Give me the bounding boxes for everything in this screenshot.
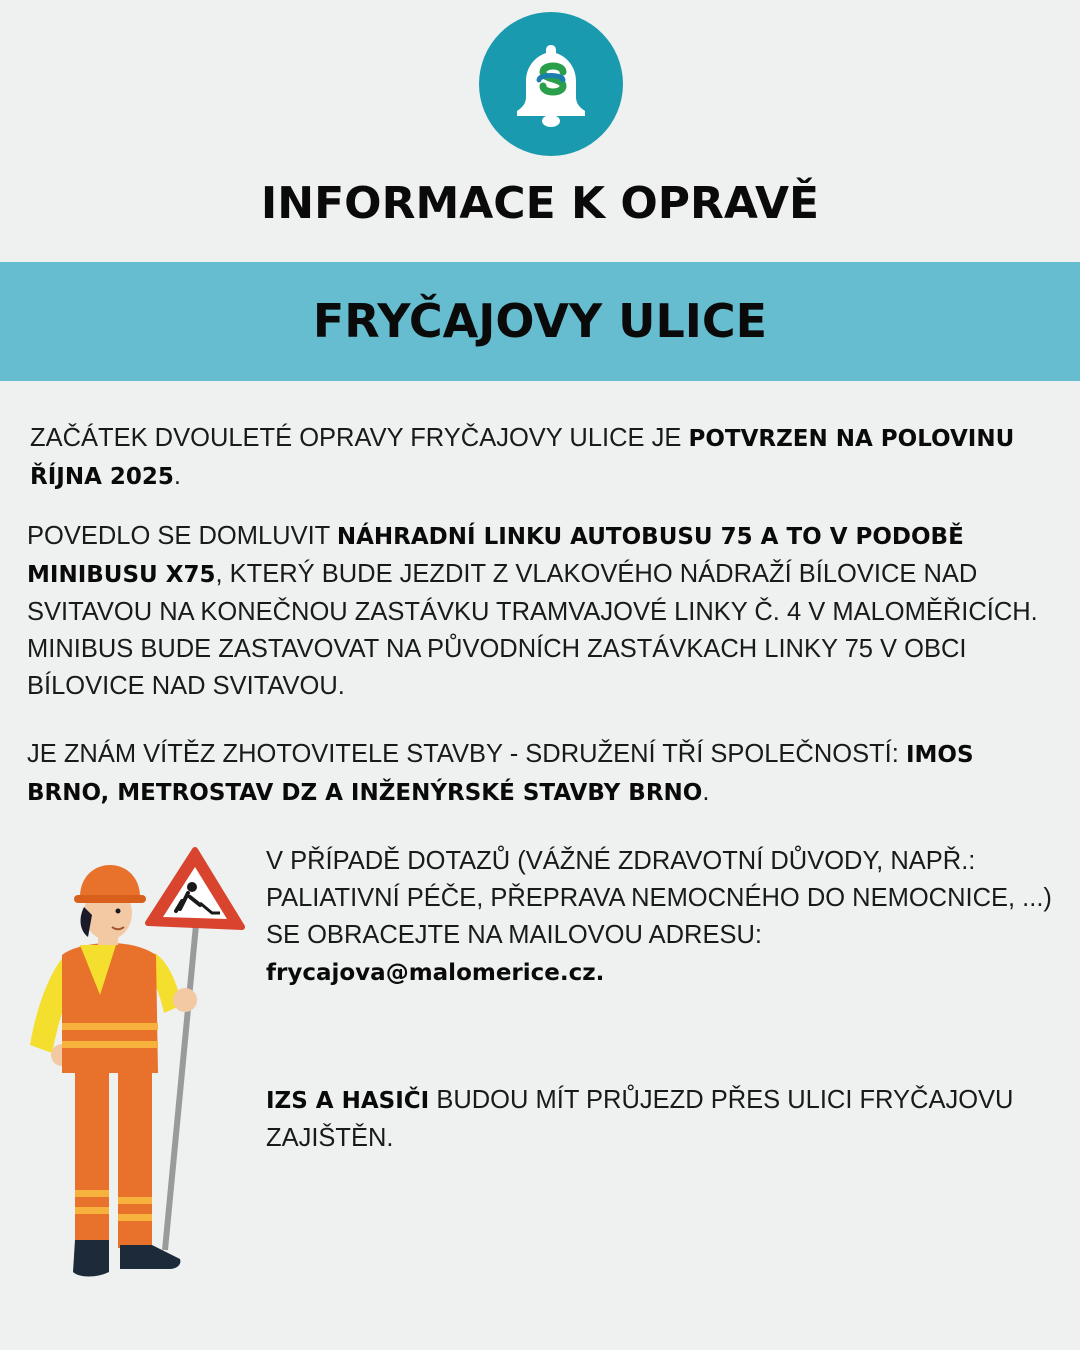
paragraph-text: POVEDLO SE DOMLUVIT bbox=[27, 522, 337, 550]
paragraph-text: V PŘÍPADĚ DOTAZŮ (VÁŽNÉ ZDRAVOTNÍ DŮVODY, NAPŘ.: PALIATIVNÍ PÉČE, PŘEPRAVA NEMOCNÉHO DO NEMOCNICE, ...) SE OBRACEJTE NA MAILOVOU ADRESU: bbox=[266, 847, 1052, 949]
paragraph-bold: POTVRZEN NA POLOVINU ŘÍJNA 2025 bbox=[30, 426, 1015, 490]
paragraph-replacement-bus bbox=[27, 518, 1057, 705]
paragraph-bold: IMOS BRNO, METROSTAV DZ A INŽENÝRSKÉ STAVBY BRNO bbox=[27, 742, 974, 806]
paragraph-bold: IZS A HASIČI bbox=[266, 1088, 430, 1114]
paragraph-text: . bbox=[173, 462, 181, 490]
paragraph-emergency bbox=[266, 1082, 1056, 1157]
email-link[interactable]: frycajova@malomerice.cz. bbox=[266, 960, 605, 986]
paragraph-text: ZAČÁTEK DVOULETÉ OPRAVY FRYČAJOVY ULICE JE bbox=[30, 424, 689, 452]
paragraph-text: JE ZNÁM VÍTĚZ ZHOTOVITELE STAVBY - SDRUŽENÍ TŘÍ SPOLEČNOSTÍ: bbox=[27, 740, 906, 768]
construction-worker-icon bbox=[20, 845, 250, 1290]
paragraph-repair-start bbox=[30, 420, 1050, 496]
paragraph-text: . bbox=[702, 778, 710, 806]
paragraph-bold: NÁHRADNÍ LINKU AUTOBUSU 75 A TO V PODOBĚ MINIBUSU X75 bbox=[27, 524, 964, 588]
paragraph-contractor bbox=[27, 736, 1057, 812]
paragraph-contact bbox=[266, 843, 1056, 992]
paragraph-text: , KTERÝ BUDE JEZDIT Z VLAKOVÉHO NÁDRAŽÍ BÍLOVICE NAD SVITAVOU NA KONEČNOU ZASTÁVKU TRAMVAJOVÉ LINKY Č. 4 V MALOMĚŘICÍCH. MINIBUS BUDE ZASTAVOVAT NA PŮVODNÍCH ZASTÁVKACH LINKY 75 V OBCI BÍLOVICE NAD SVITAVOU. bbox=[27, 560, 1038, 700]
page-title: INFORMACE K OPRAVĚ bbox=[260, 178, 820, 229]
road-works-sign-icon bbox=[148, 850, 242, 927]
street-name-title: FRYČAJOVY ULICE bbox=[312, 294, 768, 348]
bell-logo-icon bbox=[479, 12, 623, 156]
paragraph-text: BUDOU MÍT PRŮJEZD PŘES ULICI FRYČAJOVU ZAJIŠTĚN. bbox=[266, 1086, 1014, 1152]
street-name-band bbox=[0, 262, 1080, 381]
